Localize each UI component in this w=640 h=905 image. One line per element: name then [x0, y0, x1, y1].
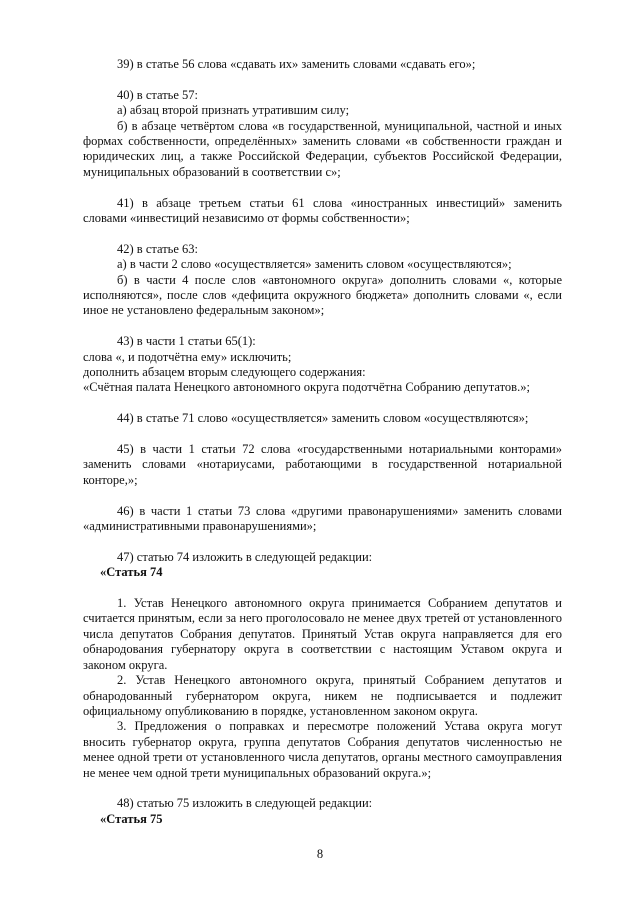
item-45-text: 45) в части 1 статьи 72 слова «государственными нотариальными конторами» заменить словами «нотариусами, работающими в государственной нотариальной конторе,»; [83, 442, 562, 487]
item-43-b: дополнить абзацем вторым следующего содержания: [83, 365, 366, 380]
item-41 [83, 195, 562, 227]
article-74-title: «Статья 74 [100, 565, 163, 580]
item-44 [117, 411, 562, 426]
item-43-c: «Счётная палата Ненецкого автономного округа подотчётна Собранию депутатов.»; [83, 380, 530, 395]
item-40-heading: 40) в статье 57: [117, 87, 199, 102]
item-45 [83, 442, 562, 488]
item-46-text: 46) в части 1 статьи 73 слова «другими правонарушениями» заменить словами «административными правонарушениями»; [83, 503, 562, 534]
item-47-heading: 47) статью 74 изложить в следующей редакции: [117, 549, 373, 564]
item-42-a: а) в части 2 слово «осуществляется» заменить словом «осуществляются»; [117, 257, 512, 272]
item-44-text: 44) в статье 71 слово «осуществляется» заменить словом «осуществляются»; [117, 411, 529, 426]
item-39 [117, 57, 562, 72]
item-42-heading: 42) в статье 63: [117, 241, 199, 256]
item-39-text: 39) в статье 56 слова «сдавать их» заменить словами «сдавать его»; [117, 57, 476, 71]
item-43-heading: 43) в части 1 статьи 65(1): [117, 334, 256, 349]
item-40 [83, 87, 562, 180]
item-43 [83, 334, 562, 396]
item-40-b: б) в абзаце четвёртом слова «в государственной, муниципальной, частной и иных формах собственности, определённых» заменить словами «в собственности граждан и юридических лиц, а также Российской Федерации, субъектов Российской Федерации, муниципальных образований в соответствии с»; [83, 118, 562, 179]
article-74-part-1: 1. Устав Ненецкого автономного округа принимается Собранием депутатов и считается принятым, если за него проголосовало не менее двух третей от установленного числа депутатов Собрания депутатов. Принятый Устав округа направляется для его обнародования губернатору округа в соответствии с настоящим Уставом округа и законом округа. [83, 596, 562, 672]
document-body [83, 57, 562, 843]
page-number: 8 [316, 847, 324, 861]
item-42-b: б) в части 4 после слов «автономного округа» дополнить словами «, которые исполняются», после слов «дефицита окружного бюджета» дополнить словами «, если иное не установлено федеральным законом»; [83, 272, 562, 318]
item-46 [83, 503, 562, 535]
article-75-title: «Статья 75 [100, 811, 163, 826]
item-47 [83, 549, 562, 781]
item-43-a: слова «, и подотчётна ему» исключить; [83, 349, 292, 364]
item-48-heading: 48) статью 75 изложить в следующей редакции: [117, 796, 373, 811]
item-48 [100, 796, 562, 827]
item-42 [83, 241, 562, 319]
article-74-part-3: 3. Предложения о поправках и пересмотре положений Устава округа могут вносить губернатор округа, группа депутатов Собрания депутатов численностью не менее одной трети от установленного числа депутатов, органы местного самоуправления не менее чем одной трети муниципальных образований округа.»; [83, 719, 562, 780]
item-41-text: 41) в абзаце третьем статьи 61 слова «иностранных инвестиций» заменить словами «инвестиций независимо от формы собственности»; [83, 195, 562, 226]
article-74-part-2: 2. Устав Ненецкого автономного округа, принятый Собранием депутатов и обнародованный губернатором округа, никем не подписывается и подлежит официальному опубликованию в порядке, установленном законом округа. [83, 673, 562, 718]
item-40-a: а) абзац второй признать утратившим силу; [117, 103, 350, 118]
